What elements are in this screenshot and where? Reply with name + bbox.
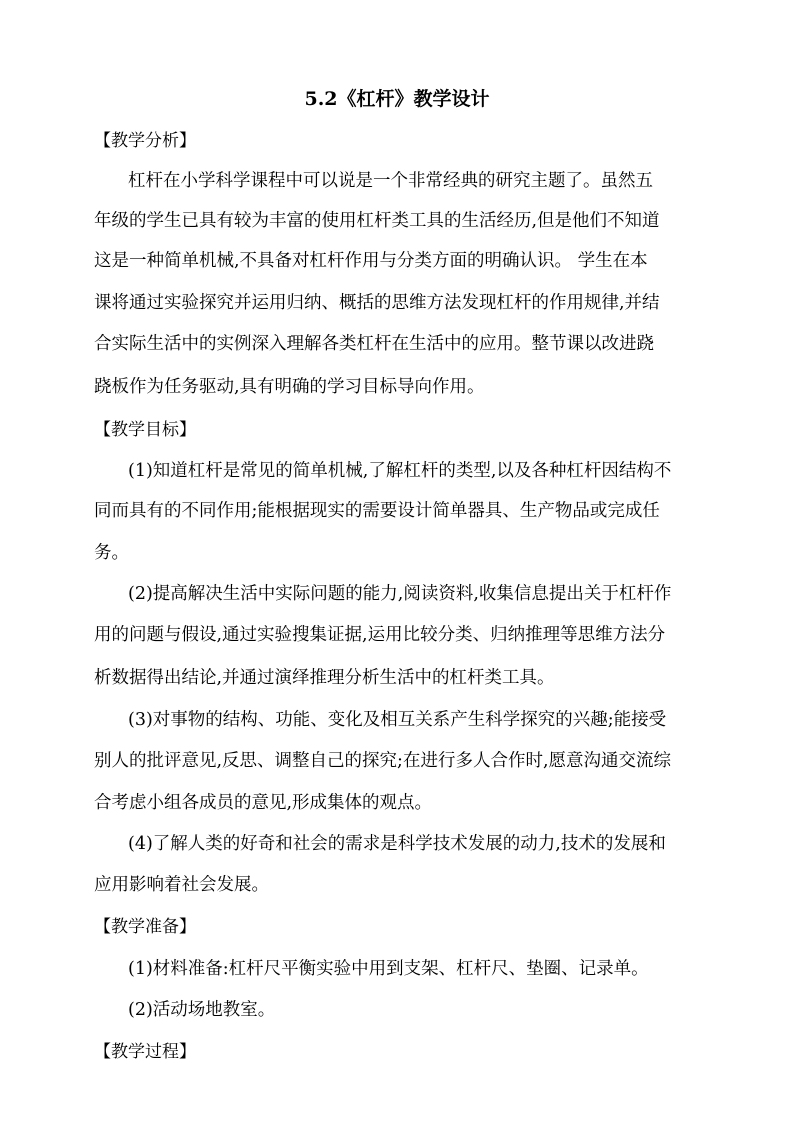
section-heading-process: 【教学过程】 bbox=[94, 1042, 196, 1062]
analysis-line: 这是一种简单机械,不具备对杠杆作用与分类方面的明确认识。 学生在本 bbox=[94, 251, 648, 271]
objective-line: 同而具有的不同作用;能根据现实的需要设计简单器具、生产物品或完成任 bbox=[94, 501, 660, 521]
objective-line: 析数据得出结论,并通过演绎推理分析生活中的杠杆类工具。 bbox=[94, 668, 555, 688]
objective-line: 务。 bbox=[94, 543, 129, 563]
objective-line: (3)对事物的结构、功能、变化及相互关系产生科学探究的兴趣;能接受 bbox=[128, 710, 667, 730]
objective-line: 应用影响着社会发展。 bbox=[94, 875, 269, 895]
objective-line: (2)提高解决生活中实际问题的能力,阅读资料,收集信息提出关于杠杆作 bbox=[128, 584, 672, 604]
analysis-line: 合实际生活中的实例深入理解各类杠杆在生活中的应用。整节课以改进跷 bbox=[94, 334, 654, 354]
preparation-line: (1)材料准备:杠杆尺平衡实验中用到支架、杠杆尺、垫圈、记录单。 bbox=[128, 959, 649, 979]
analysis-line: 课将通过实验探究并运用归纳、概括的思维方法发现杠杆的作用规律,并结 bbox=[94, 293, 660, 313]
section-heading-preparation: 【教学准备】 bbox=[94, 917, 196, 937]
analysis-line: 杠杆在小学科学课程中可以说是一个非常经典的研究主题了。虽然五 bbox=[128, 171, 653, 191]
section-heading-objectives: 【教学目标】 bbox=[94, 420, 196, 440]
preparation-line: (2)活动场地教室。 bbox=[128, 1000, 276, 1020]
objective-line: (4)了解人类的好奇和社会的需求是科学技术发展的动力,技术的发展和 bbox=[128, 834, 666, 854]
page-title: 5.2《杠杆》教学设计 bbox=[304, 88, 490, 110]
objective-line: (1)知道杠杆是常见的简单机械,了解杠杆的类型,以及各种杠杆因结构不 bbox=[128, 461, 672, 481]
objective-line: 别人的批评意见,反思、调整自己的探究;在进行多人合作时,愿意沟通交流综 bbox=[94, 751, 672, 771]
analysis-line: 年级的学生已具有较为丰富的使用杠杆类工具的生活经历,但是他们不知道 bbox=[94, 211, 660, 231]
objective-line: 用的问题与假设,通过实验搜集证据,运用比较分类、归纳推理等思维方法分 bbox=[94, 625, 666, 645]
objective-line: 合考虑小组各成员的意见,形成集体的观点。 bbox=[94, 793, 433, 813]
section-heading-analysis: 【教学分析】 bbox=[94, 131, 196, 151]
analysis-line: 跷板作为任务驱动,具有明确的学习目标导向作用。 bbox=[94, 377, 485, 397]
